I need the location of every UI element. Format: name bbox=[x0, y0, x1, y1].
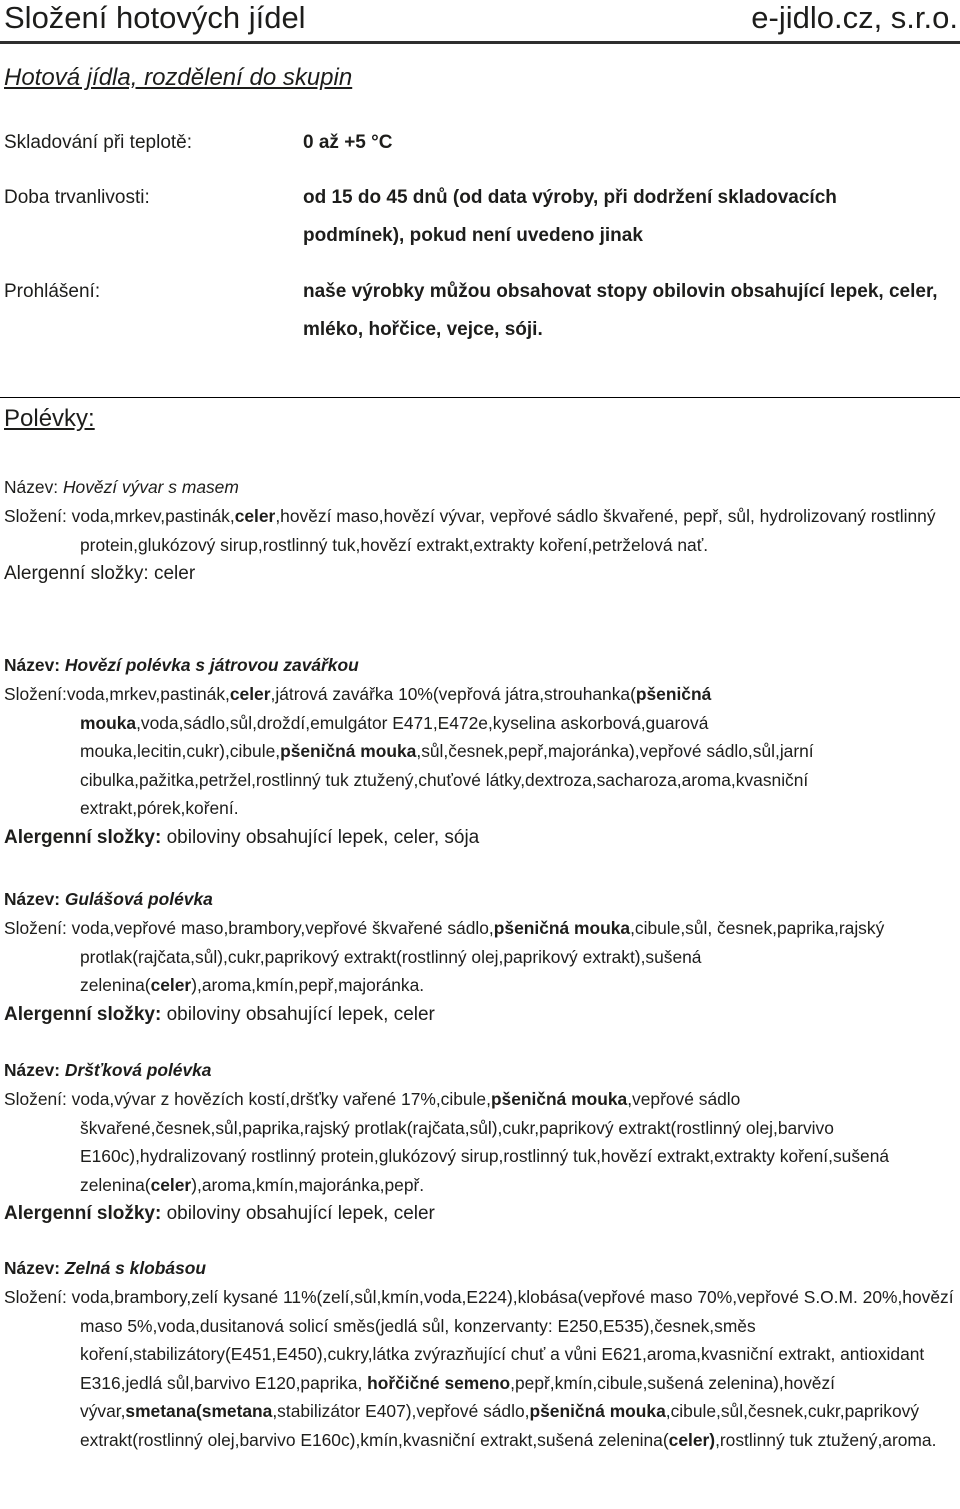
soup-item bbox=[4, 650, 956, 853]
ingredient-text: voda,vepřové maso,brambory,vepřové škvařené sádlo, bbox=[71, 918, 494, 938]
section-divider bbox=[0, 397, 960, 398]
declaration-label: Prohlášení: bbox=[4, 281, 101, 302]
ingredient-text: ,voda,sádlo,sůl,droždí,emulgátor E471,E472e,kyselina askorbová,guarová mouka,lecitin,cukr),cibule, bbox=[80, 712, 709, 761]
name-label: Název: bbox=[4, 1258, 65, 1278]
ingredient-text: ),aroma,kmín,majoránka,pepř. bbox=[191, 1174, 425, 1195]
ingredient-text: ,pepř,kmín,cibule,sušená zelenina),hovězí vývar, bbox=[80, 1372, 835, 1421]
ingredient-text: voda,mrkev,pastinák, bbox=[71, 506, 235, 526]
ingredient-text: ,hovězí maso,hovězí vývar, vepřové sádlo škvařené, pepř, sůl, hydrolizovaný rostlinný protein,glukózový sirup,rostlinný tuk,hovězí extrakt,extrakty koření,petrželová nať. bbox=[80, 506, 936, 555]
ingredient-text: voda,mrkev,pastinák, bbox=[66, 684, 230, 704]
allergens-value: celer bbox=[153, 563, 196, 584]
ingredient-text: ,rostlinný tuk ztužený,aroma. bbox=[715, 1429, 937, 1450]
ingredient-text: ,cibule,sůl,česnek,cukr,paprikový extrakt(rostlinný olej,barvivo E160c),kmín,kvasniční extrakt,sušená zelenina( bbox=[80, 1401, 920, 1450]
allergen-ingredient: pšeničná mouka bbox=[280, 741, 417, 761]
name-label: Název: bbox=[4, 1060, 65, 1080]
allergen-ingredient: pšeničná mouka bbox=[490, 1089, 628, 1109]
storage-value: 0 až +5 °C bbox=[303, 132, 393, 153]
allergens-label: Alergenní složky: bbox=[4, 826, 167, 848]
ingredient-text: ,stabilizátor E407),vepřové sádlo, bbox=[272, 1401, 530, 1421]
allergens-value: obiloviny obsahující lepek, celer, sója bbox=[166, 826, 480, 848]
allergens-label: Alergenní složky: bbox=[4, 1003, 167, 1025]
ingredient-text: ,játrová zavářka 10%(vepřová játra,strouhanka( bbox=[270, 684, 636, 704]
allergen-ingredient: pšeničná mouka bbox=[529, 1401, 666, 1421]
allergen-ingredient: hořčičné semeno bbox=[367, 1372, 511, 1393]
allergens-value: obiloviny obsahující lepek, celer bbox=[166, 1003, 435, 1025]
name-label: Název: bbox=[4, 655, 65, 675]
item-name-line bbox=[4, 1055, 956, 1085]
ingredient-text: ,vepřové sádlo škvařené,česnek,sůl,paprika,rajský protlak(rajčata,sůl),cukr,paprikový extrakt(rostlinný olej,barvivo E160c),hydralizovaný rostlinný protein,glukózový sirup,rostlinný tuk,hovězí extrakt,extrakty koření,sušená zelenina( bbox=[80, 1089, 890, 1195]
storage-label: Skladování při teplotě: bbox=[4, 132, 193, 153]
document-title: Složení hotových jídel bbox=[4, 0, 306, 35]
allergen-ingredient: celer bbox=[150, 975, 192, 995]
ingredient-text: ,cibule,sůl, česnek,paprika,rajský protlak(rajčata,sůl),cukr,paprikový extrakt(rostlinný olej,paprikový extrakt),sušená zelenina( bbox=[80, 918, 885, 995]
item-allergens bbox=[4, 1199, 956, 1229]
item-name: Dršťková polévka bbox=[64, 1060, 212, 1080]
item-name-line bbox=[4, 884, 956, 914]
soup-item bbox=[4, 1055, 956, 1229]
allergen-ingredient: celer bbox=[229, 684, 271, 704]
allergen-ingredient: celer) bbox=[668, 1429, 716, 1450]
composition-label: Složení: bbox=[4, 506, 72, 526]
subtitle: Hotová jídla, rozdělení do skupin bbox=[4, 64, 353, 91]
allergen-ingredient: pšeničná mouka bbox=[493, 918, 631, 938]
item-name: Hovězí vývar s masem bbox=[62, 477, 239, 497]
item-allergens bbox=[4, 1000, 956, 1030]
allergen-ingredient: celer bbox=[150, 1174, 192, 1195]
soup-item bbox=[4, 884, 956, 1030]
soup-item bbox=[4, 472, 956, 589]
shelf-life-value: od 15 do 45 dnů (od data výroby, při dodržení skladovacích podmínek), pokud není uvedeno jinak bbox=[303, 187, 837, 246]
soup-item bbox=[4, 1253, 956, 1454]
allergen-ingredient: celer bbox=[234, 506, 276, 526]
company-name: e-jidlo.cz, s.r.o. bbox=[751, 0, 958, 35]
allergen-ingredient: smetana(smetana bbox=[125, 1401, 273, 1421]
ingredient-text: ,sůl,česnek,pepř,majoránka),vepřové sádlo,sůl,jarní cibulka,pažitka,petržel,rostlinný tuk ztužený,chuťové látky,dextroza,sacharoza,aroma,kvasniční extrakt,pórek,koření. bbox=[80, 741, 814, 818]
ingredient-text: ),aroma,kmín,pepř,majoránka. bbox=[191, 975, 425, 995]
declaration-value: naše výrobky můžou obsahovat stopy obilovin obsahující lepek, celer, mléko, hořčice, vejce, sóji. bbox=[303, 281, 938, 340]
shelf-life-label: Doba trvanlivosti: bbox=[4, 187, 150, 208]
item-name-line bbox=[4, 650, 956, 680]
item-composition bbox=[4, 914, 956, 1000]
composition-label: Složení: bbox=[4, 1089, 72, 1109]
allergens-value: obiloviny obsahující lepek, celer bbox=[166, 1203, 435, 1224]
allergen-ingredient: pšeničná mouka bbox=[80, 684, 712, 733]
item-allergens bbox=[4, 559, 956, 589]
item-composition bbox=[4, 1085, 956, 1199]
name-label: Název: bbox=[4, 889, 65, 909]
item-allergens bbox=[4, 823, 956, 853]
item-composition bbox=[4, 1283, 956, 1454]
composition-label: Složení: bbox=[4, 918, 72, 938]
name-label: Název: bbox=[4, 477, 63, 497]
ingredient-text: voda,vývar z hovězích kostí,dršťky vařené 17%,cibule, bbox=[71, 1089, 491, 1109]
composition-label: Složení: bbox=[4, 684, 67, 704]
item-name: Hovězí polévka s játrovou zavářkou bbox=[64, 655, 359, 675]
item-composition bbox=[4, 502, 956, 559]
page-header bbox=[0, 0, 960, 44]
item-name-line bbox=[4, 1253, 956, 1283]
item-name: Zelná s klobásou bbox=[64, 1258, 207, 1278]
item-name: Gulášová polévka bbox=[64, 889, 213, 909]
allergens-label: Alergenní složky: bbox=[4, 1203, 167, 1224]
ingredient-text: voda,brambory,zelí kysané 11%(zelí,sůl,kmín,voda,E224),klobása(vepřové maso 70%,vepřové S.O.M. 20%,hovězí maso 5%,voda,dusitanová solicí směs(jedlá sůl, konzervanty: E250,E535),česnek,směs koření,stabilizátory(E451,E450),cukry,látka zvýrazňující chuť a vůni E621,aroma,kvasniční extrakt, antioxidant E316,jedlá sůl,barvivo E120,paprika, bbox=[71, 1287, 954, 1393]
composition-label: Složení: bbox=[4, 1287, 72, 1307]
item-name-line bbox=[4, 472, 956, 502]
item-composition bbox=[4, 680, 956, 823]
allergens-label: Alergenní složky: bbox=[4, 563, 154, 584]
section-title: Polévky: bbox=[4, 405, 95, 432]
